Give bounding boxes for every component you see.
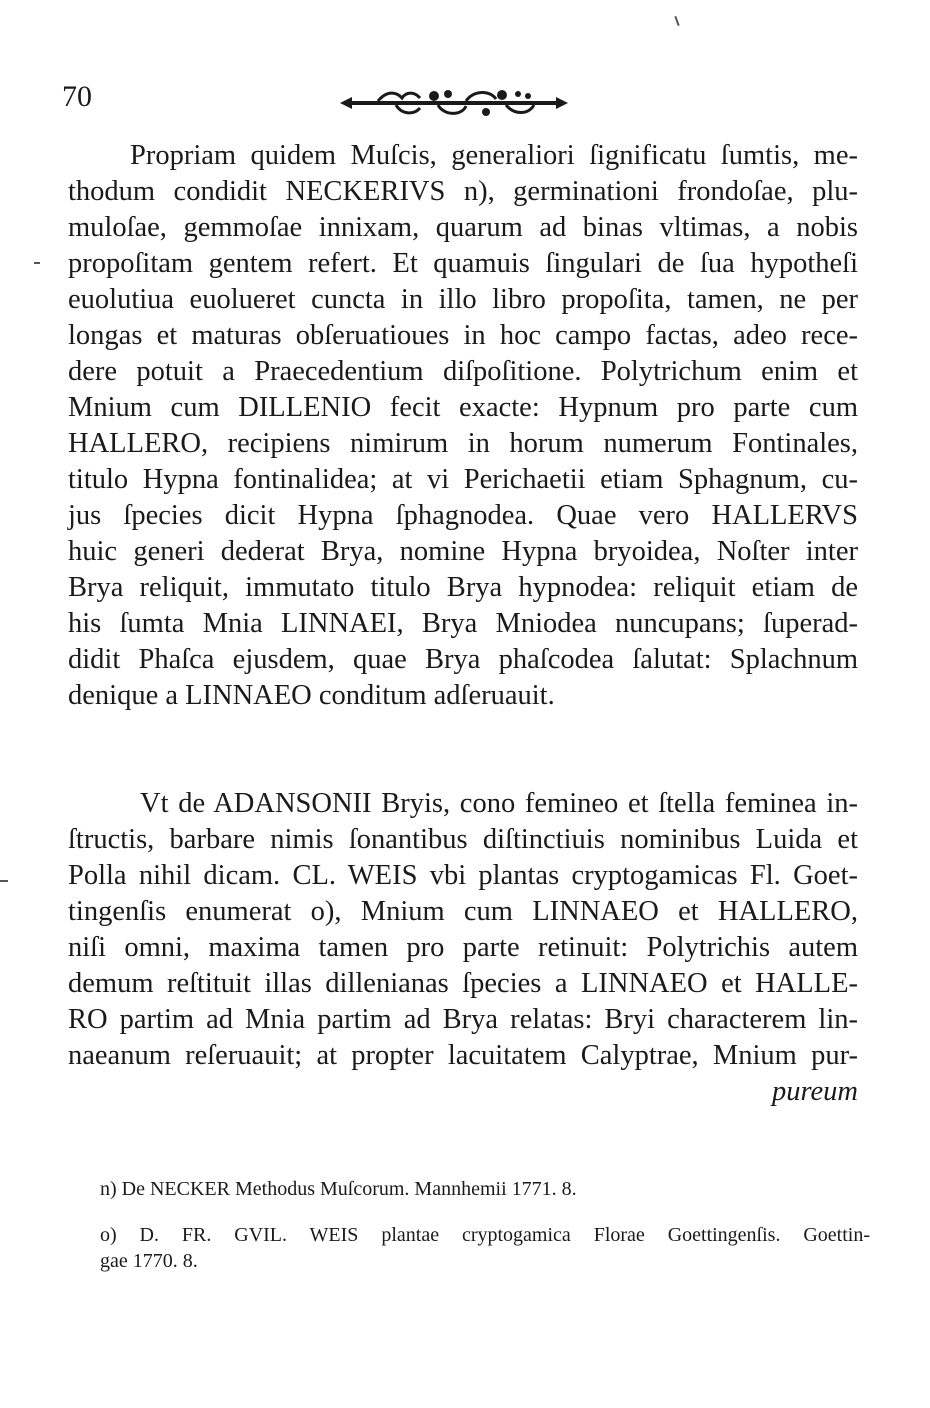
footnote-n: n) De NECKER Methodus Muſcorum. Mannhemii 1771. 8.	[100, 1178, 577, 1200]
text-line: denique a LINNAEO conditum adſeruauit.	[68, 680, 555, 711]
paragraph-1	[68, 138, 858, 734]
footnote-o: o) D. FR. GVIL. WEIS plantae cryptogamica Florae Goettingenſis. Goettin-	[100, 1224, 870, 1246]
text-line: his ſumta Mnia LINNAEI, Brya Mniodea nuncupans; ſuperad-	[68, 608, 858, 639]
text-line: propoſitam gentem refert. Et quamuis ſingulari de ſua hypotheſi	[68, 248, 858, 279]
catchword: pureum	[771, 1076, 858, 1107]
text-line: dere potuit a Praecedentium diſpoſitione. Polytrichum enim et	[68, 356, 858, 387]
text-line: naeanum reſeruauit; at propter lacuitatem Calyptrae, Mnium pur-	[68, 1040, 858, 1071]
text-line: titulo Hypna fontinalidea; at vi Perichaetii etiam Sphagnum, cu-	[68, 464, 858, 495]
text-line: Mnium cum DILLENIO fecit exacte: Hypnum pro parte cum	[68, 392, 858, 423]
ornament-headpiece	[338, 86, 570, 120]
text-line: Polla nihil dicam. CL. WEIS vbi plantas cryptogamicas Fl. Goet-	[68, 860, 858, 891]
text-line: jus ſpecies dicit Hypna ſphagnodea. Quae vero HALLERVS	[68, 500, 858, 531]
text-line: HALLERO, recipiens nimirum in horum numerum Fontinales,	[68, 428, 858, 459]
text-line: RO partim ad Mnia partim ad Brya relatas: Bryi characterem lin-	[68, 1004, 858, 1035]
text-line: thodum condidit NECKERIVS n), germinationi frondoſae, plu-	[68, 176, 858, 207]
footnotes	[100, 1176, 870, 1276]
text-line: ſtructis, barbare nimis ſonantibus diſtinctiuis nominibus Luida et	[68, 824, 858, 855]
margin-mark	[674, 16, 679, 26]
margin-mark	[0, 880, 8, 882]
text-line: Propriam quidem Muſcis, generaliori ſignificatu ſumtis, me-	[130, 140, 858, 171]
text-line: didit Phaſca ejusdem, quae Brya phaſcodea ſalutat: Splachnum	[68, 644, 858, 675]
text-line: huic generi dederat Brya, nomine Hypna bryoidea, Noſter inter	[68, 536, 858, 567]
text-line: Brya reliquit, immutato titulo Brya hypnodea: reliquit etiam de	[68, 572, 858, 603]
text-line: demum reſtituit illas dillenianas ſpecies a LINNAEO et HALLE-	[68, 968, 858, 999]
text-line: niſi omni, maxima tamen pro parte retinuit: Polytrichis autem	[68, 932, 858, 963]
text-line: longas et maturas obſeruatioues in hoc campo factas, adeo rece-	[68, 320, 858, 351]
text-line: tingenſis enumerat o), Mnium cum LINNAEO et HALLERO,	[68, 896, 858, 927]
text-line: Vt de ADANSONII Bryis, cono femineo et ſtella feminea in-	[140, 788, 858, 819]
footnote-o-continued: gae 1770. 8.	[100, 1250, 198, 1272]
paragraph-2	[68, 786, 858, 1130]
text-line: euolutiua euolueret cuncta in illo libro propoſita, tamen, ne per	[68, 284, 858, 315]
page-number: 70	[62, 80, 92, 113]
text-line: muloſae, gemmoſae innixam, quarum ad binas vltimas, a nobis	[68, 212, 858, 243]
margin-mark	[34, 262, 40, 264]
